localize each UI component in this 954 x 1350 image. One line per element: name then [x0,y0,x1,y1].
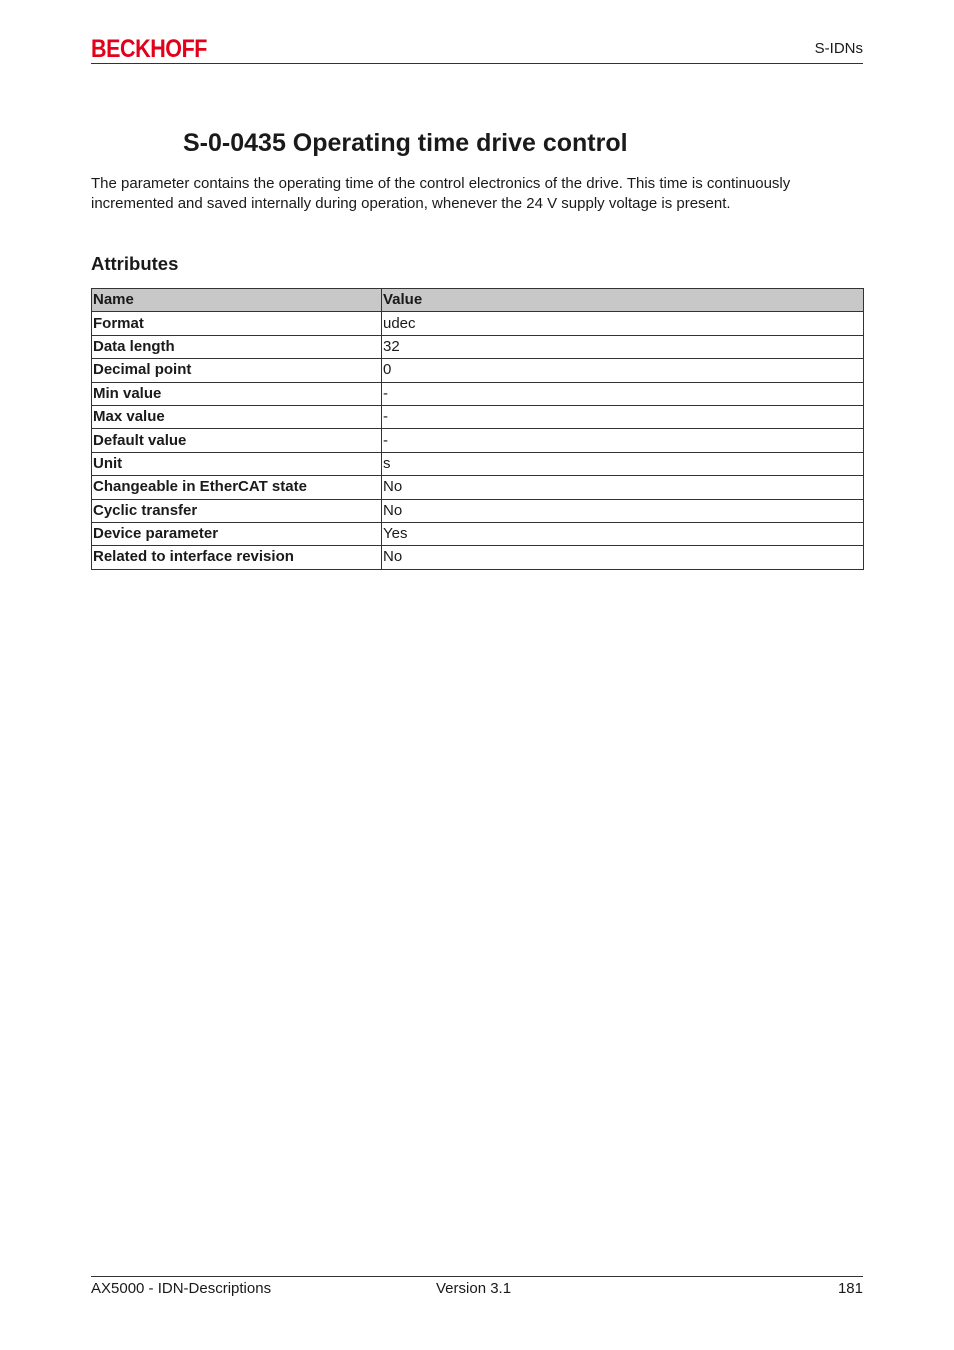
attribute-name: Format [92,312,382,335]
attribute-value: udec [382,312,864,335]
beckhoff-logo: BECKHOFF [91,35,208,63]
attributes-table [91,288,864,570]
table-row [92,429,864,452]
attribute-name: Data length [92,335,382,358]
attribute-name: Default value [92,429,382,452]
attribute-value: 32 [382,335,864,358]
attribute-value: 0 [382,359,864,382]
section-label: S-IDNs [814,40,863,57]
table-row [92,405,864,428]
attribute-value: No [382,499,864,522]
table-row [92,452,864,475]
attribute-value: s [382,452,864,475]
footer-document-title: AX5000 - IDN-Descriptions [91,1280,272,1297]
table-header-row [92,289,864,312]
table-row [92,476,864,499]
footer-divider [91,1276,863,1277]
attribute-name: Cyclic transfer [92,499,382,522]
attribute-value: - [382,405,864,428]
attribute-name: Max value [92,405,382,428]
attribute-value: No [382,546,864,569]
attribute-value: Yes [382,522,864,545]
attribute-value: No [382,476,864,499]
attributes-heading: Attributes [91,253,179,274]
table-row [92,499,864,522]
table-row [92,335,864,358]
attribute-value: - [382,429,864,452]
attribute-name: Related to interface revision [92,546,382,569]
attribute-name: Unit [92,452,382,475]
table-row [92,546,864,569]
header-divider [91,63,863,64]
attribute-name: Changeable in EtherCAT state [92,476,382,499]
column-header-value: Value [382,289,864,312]
page-title: S-0-0435 Operating time drive control [183,129,628,157]
parameter-description: The parameter contains the operating time of the control electronics of the drive. This time is continuously incremented and saved internally during operation, whenever the 24 V supply voltage is present. [91,175,791,212]
attribute-name: Min value [92,382,382,405]
table-row [92,312,864,335]
attribute-value: - [382,382,864,405]
table-row [92,382,864,405]
table-row [92,522,864,545]
page-number: 181 [837,1280,863,1297]
footer-version: Version 3.1 [436,1280,512,1297]
column-header-name: Name [92,289,382,312]
attribute-name: Device parameter [92,522,382,545]
attribute-name: Decimal point [92,359,382,382]
table-row [92,359,864,382]
